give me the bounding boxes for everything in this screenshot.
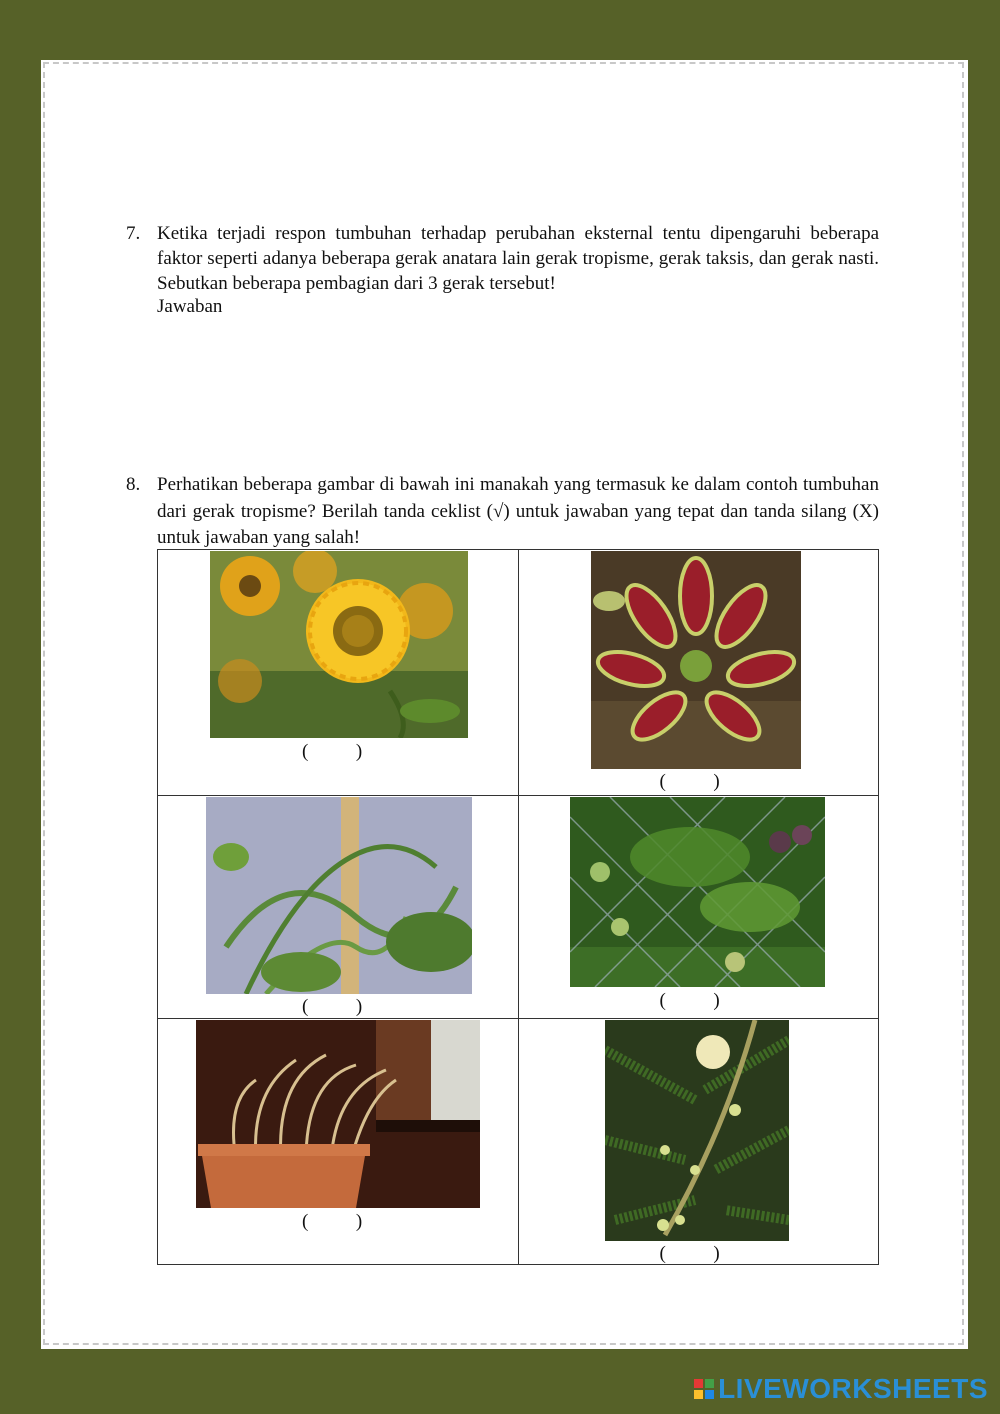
- grid-cell-venus-flytrap: [518, 550, 879, 796]
- image-grid: [157, 549, 879, 1265]
- question-text: Ketika terjadi respon tumbuhan terhadap perubahan eksternal tentu dipengaruhi beberapa faktor seperti adanya beberapa gerak anatara lain gerak tropisme, gerak taksis, dan gerak nasti. Sebutkan beberapa pembagian dari 3 gerak tersebut!: [157, 223, 879, 294]
- grid-cell-passion-fruit: [518, 796, 879, 1019]
- phototropism-sprouts-image: [196, 1020, 480, 1208]
- grid-cell-mimosa: [518, 1019, 879, 1265]
- answer-mark[interactable]: ( ): [659, 990, 720, 1011]
- grid-cell-vine-on-pole: [158, 796, 519, 1019]
- climbing-vine-image: [206, 797, 472, 994]
- brand-text: LIVEWORKSHEETS: [718, 1373, 988, 1404]
- question-text: Perhatikan beberapa gambar di bawah ini manakah yang termasuk ke dalam contoh tumbuhan dari gerak tropisme? Berilah tanda ceklist (√) untuk jawaban yang tepat dan tanda silang (X) untuk jawaban yang salah!: [157, 474, 879, 548]
- grid-cell-potted-sprouts: [158, 1019, 519, 1265]
- answer-label: Jawaban: [157, 296, 223, 317]
- sunflower-image: [210, 551, 468, 738]
- liveworksheets-logo: [694, 1372, 988, 1406]
- answer-mark[interactable]: ( ): [302, 1211, 363, 1232]
- question-number: 7.: [126, 223, 141, 244]
- mimosa-plant-image: [605, 1020, 789, 1241]
- answer-mark[interactable]: ( ): [659, 771, 720, 792]
- venus-flytrap-image: [591, 551, 801, 769]
- answer-mark[interactable]: ( ): [302, 996, 363, 1017]
- answer-mark[interactable]: ( ): [659, 1243, 720, 1264]
- grid-cell-sunflower: [158, 550, 519, 796]
- question-number: 8.: [126, 474, 141, 495]
- answer-mark[interactable]: ( ): [302, 741, 363, 762]
- passion-fruit-vine-image: [570, 797, 825, 987]
- brand-icon: [694, 1379, 714, 1399]
